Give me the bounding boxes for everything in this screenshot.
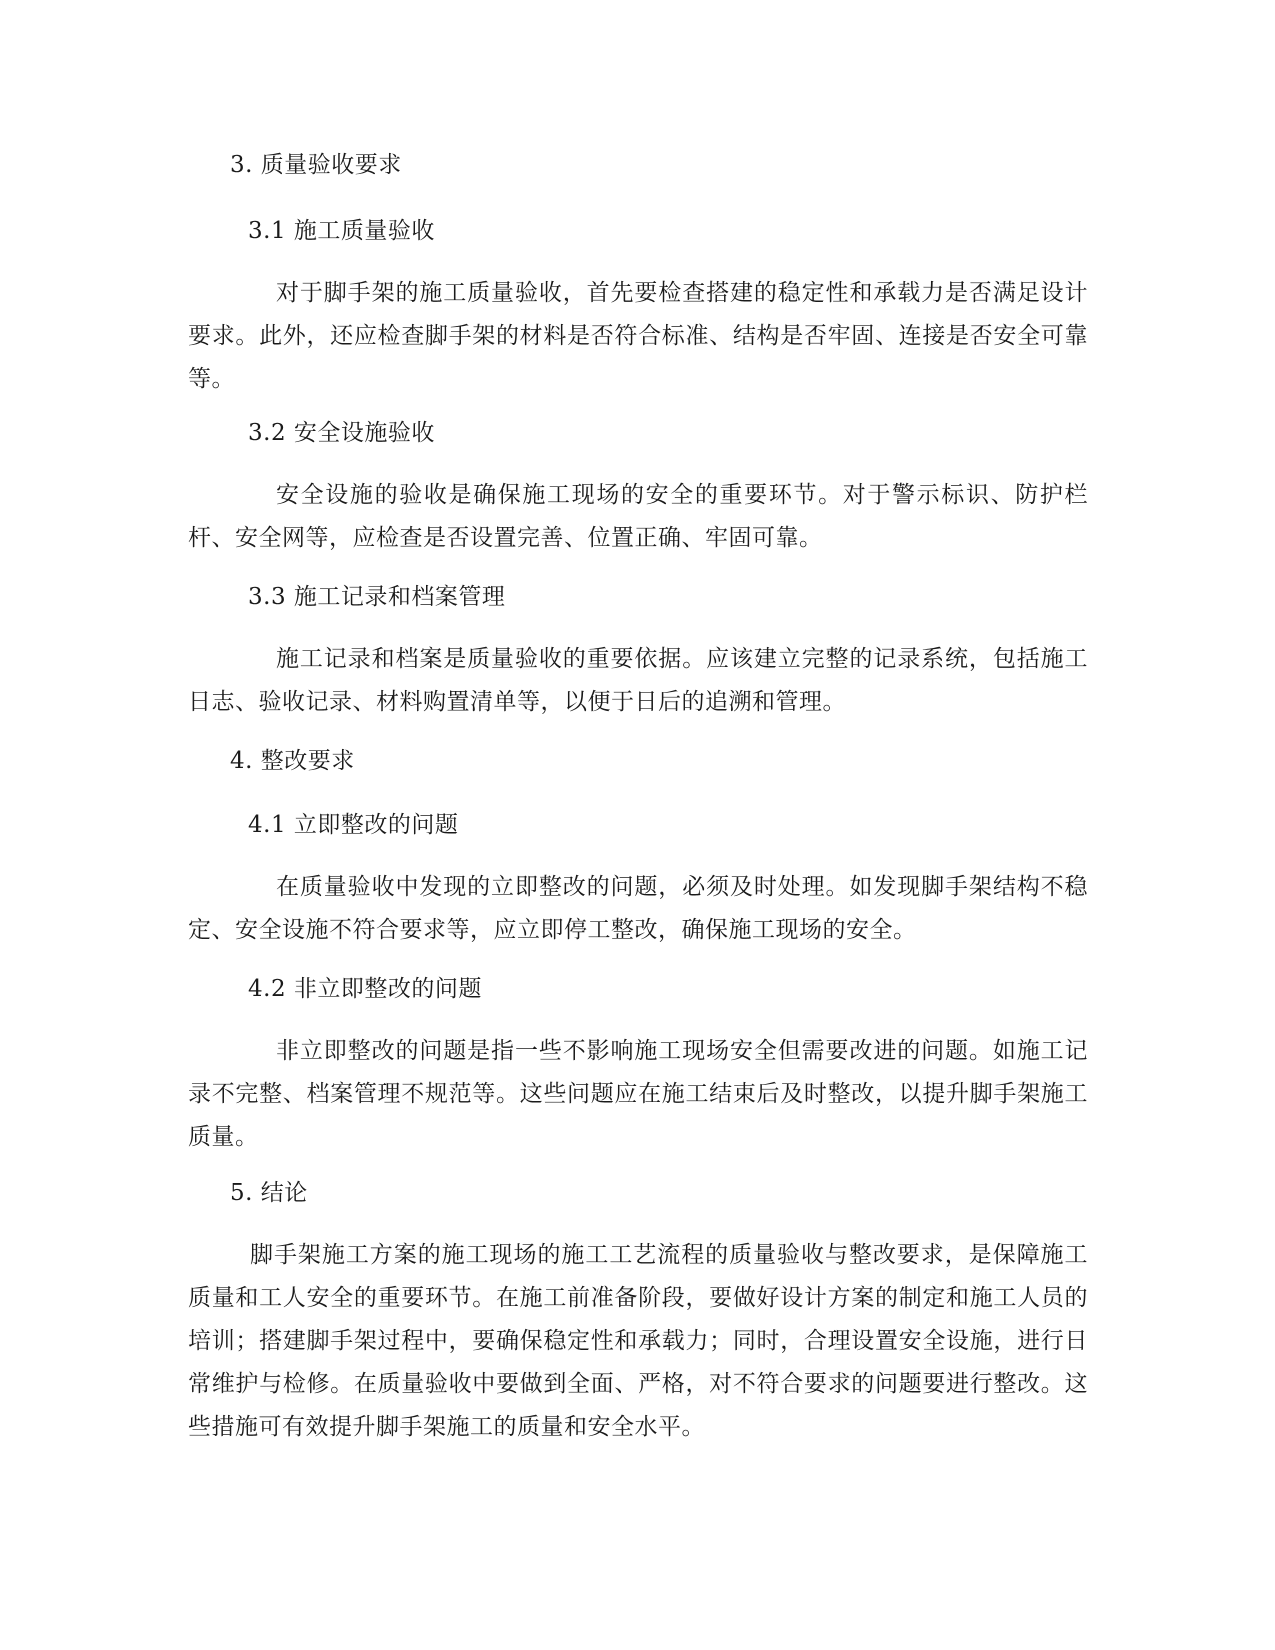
section-3-1-paragraph: 对于脚手架的施工质量验收，首先要检查搭建的稳定性和承载力是否满足设计要求。此外，还应检查脚手架的材料是否符合标准、结构是否牢固、连接是否安全可靠等。: [188, 280, 1088, 392]
section-3-3-heading: 3.3 施工记录和档案管理: [248, 584, 506, 610]
section-5-paragraph: 脚手架施工方案的施工现场的施工工艺流程的质量验收与整改要求，是保障施工质量和工人安全的重要环节。在施工前准备阶段，要做好设计方案的制定和施工人员的培训；搭建脚手架过程中，要确保稳定性和承载力；同时，合理设置安全设施，进行日常维护与检修。在质量验收中要做到全面、严格，对不符合要求的问题要进行整改。这些措施可有效提升脚手架施工的质量和安全水平。: [188, 1242, 1088, 1440]
section-3-2-heading: 3.2 安全设施验收: [248, 420, 435, 446]
section-3-1-heading: 3.1 施工质量验收: [248, 218, 435, 244]
section-3-3-paragraph: 施工记录和档案是质量验收的重要依据。应该建立完整的记录系统，包括施工日志、验收记录、材料购置清单等，以便于日后的追溯和管理。: [188, 646, 1088, 715]
section-4-heading: 4. 整改要求: [230, 748, 355, 774]
section-3-2-paragraph: 安全设施的验收是确保施工现场的安全的重要环节。对于警示标识、防护栏杆、安全网等，应检查是否设置完善、位置正确、牢固可靠。: [188, 482, 1088, 551]
section-4-2-paragraph: 非立即整改的问题是指一些不影响施工现场安全但需要改进的问题。如施工记录不完整、档案管理不规范等。这些问题应在施工结束后及时整改，以提升脚手架施工质量。: [188, 1038, 1088, 1150]
section-4-1-heading: 4.1 立即整改的问题: [248, 812, 459, 838]
section-3-heading: 3. 质量验收要求: [230, 152, 402, 178]
section-4-1-paragraph: 在质量验收中发现的立即整改的问题，必须及时处理。如发现脚手架结构不稳定、安全设施不符合要求等，应立即停工整改，确保施工现场的安全。: [188, 874, 1088, 943]
section-4-2-heading: 4.2 非立即整改的问题: [248, 976, 482, 1002]
section-5-heading: 5. 结论: [230, 1180, 308, 1206]
